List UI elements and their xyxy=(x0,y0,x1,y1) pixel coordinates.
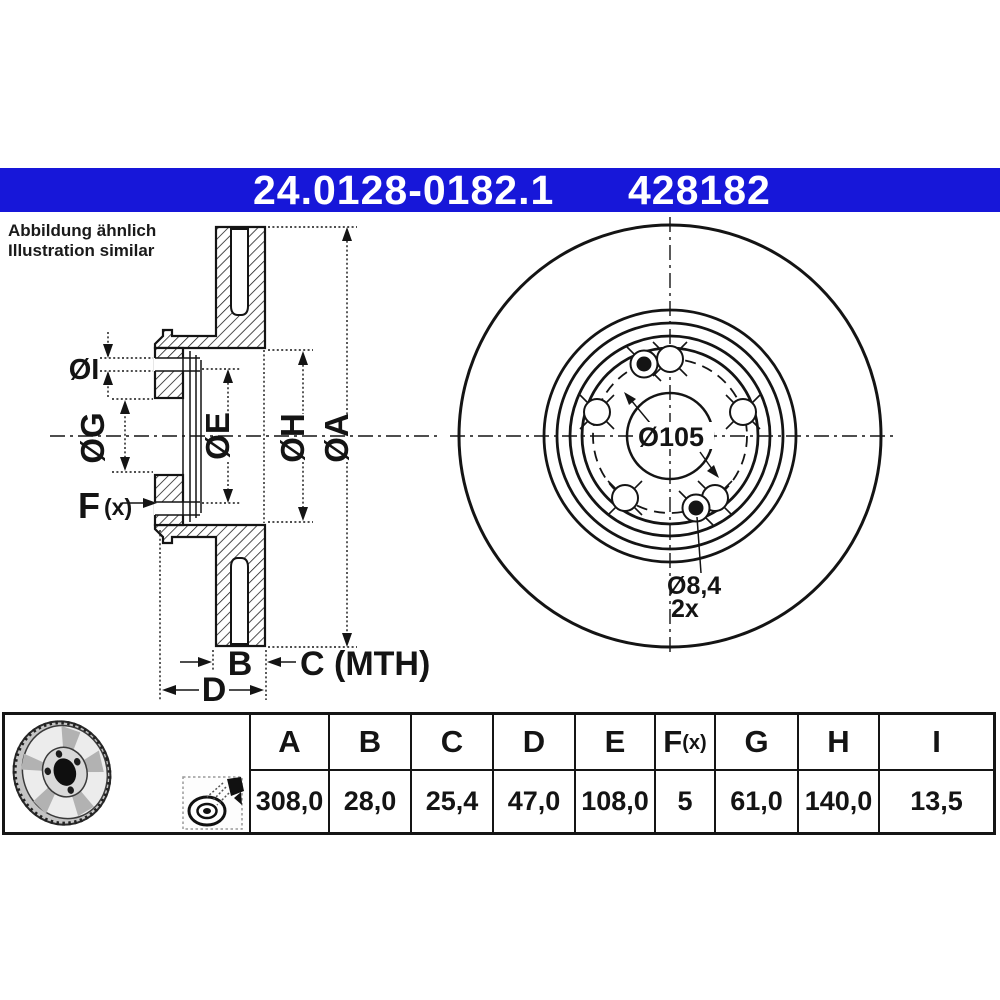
column-value: 140,0 xyxy=(804,786,873,816)
column-header: A xyxy=(251,715,328,771)
section-flange-upper xyxy=(155,348,183,398)
column-header: F (x) xyxy=(656,715,714,771)
column-value: 308,0 xyxy=(255,786,324,816)
column-header: E xyxy=(576,715,654,771)
front-view xyxy=(450,217,893,654)
column-header: D xyxy=(494,715,574,771)
section-bolt-hole-lower xyxy=(154,502,200,515)
column-value: 47,0 xyxy=(507,786,561,816)
table-column-b xyxy=(328,715,410,832)
column-value: 25,4 xyxy=(425,786,479,816)
dim-label-c: C (MTH) xyxy=(300,645,431,683)
mth-tool-icon xyxy=(183,777,244,829)
bolt-hole xyxy=(608,481,642,515)
section-flange-lower xyxy=(155,475,183,525)
bolt-circle-label: Ø105 xyxy=(638,422,705,452)
table-column-f xyxy=(654,715,714,832)
table-image-cell xyxy=(5,715,249,832)
section-bottom-vent xyxy=(231,558,248,644)
dim-label-f: F xyxy=(78,485,100,526)
spec-table xyxy=(2,712,996,835)
column-value: 13,5 xyxy=(910,786,963,816)
section-view xyxy=(50,227,438,709)
bolt-hole xyxy=(726,395,760,429)
similarity-note-en: Illustration similar xyxy=(8,241,155,260)
dim-label-h: ØH xyxy=(274,413,311,463)
table-column-e xyxy=(574,715,654,832)
part-number: 24.0128-0182.1 xyxy=(253,166,555,213)
locating-hole-dia-label: Ø8,4 xyxy=(667,572,722,600)
dim-label-b: B xyxy=(227,645,253,683)
column-value: 108,0 xyxy=(581,786,649,816)
column-header: H xyxy=(799,715,878,771)
dim-label-a: ØA xyxy=(318,413,355,463)
column-value: 5 xyxy=(677,786,693,816)
table-column-i xyxy=(878,715,993,832)
column-header: I xyxy=(880,715,993,771)
section-bolt-hole-upper xyxy=(154,358,200,371)
bolt-hole xyxy=(653,342,687,376)
dim-label-i: ØI xyxy=(68,354,100,386)
similarity-note-de: Abbildung ähnlich xyxy=(8,221,157,240)
reference-number: 428182 xyxy=(628,166,771,213)
table-column-g xyxy=(714,715,797,832)
locating-hole-count-label: 2x xyxy=(671,595,699,623)
column-header: C xyxy=(412,715,492,771)
bolt-hole xyxy=(580,395,614,429)
table-column-d xyxy=(492,715,574,832)
column-value: 28,0 xyxy=(343,786,397,816)
dim-label-g: ØG xyxy=(74,412,111,464)
dim-label-e: ØE xyxy=(199,412,236,460)
table-image-graphics xyxy=(5,715,246,832)
table-column-h xyxy=(797,715,878,832)
column-value: 61,0 xyxy=(730,786,783,816)
dim-label-f-suffix: (x) xyxy=(104,494,133,520)
dim-label-d: D xyxy=(201,671,227,709)
locating-hole xyxy=(627,347,661,381)
column-header: G xyxy=(716,715,797,771)
section-top-vent xyxy=(231,229,248,315)
column-header: B xyxy=(330,715,410,771)
brake-disc-photo xyxy=(5,715,124,832)
table-column-a xyxy=(249,715,328,832)
table-column-c xyxy=(410,715,492,832)
